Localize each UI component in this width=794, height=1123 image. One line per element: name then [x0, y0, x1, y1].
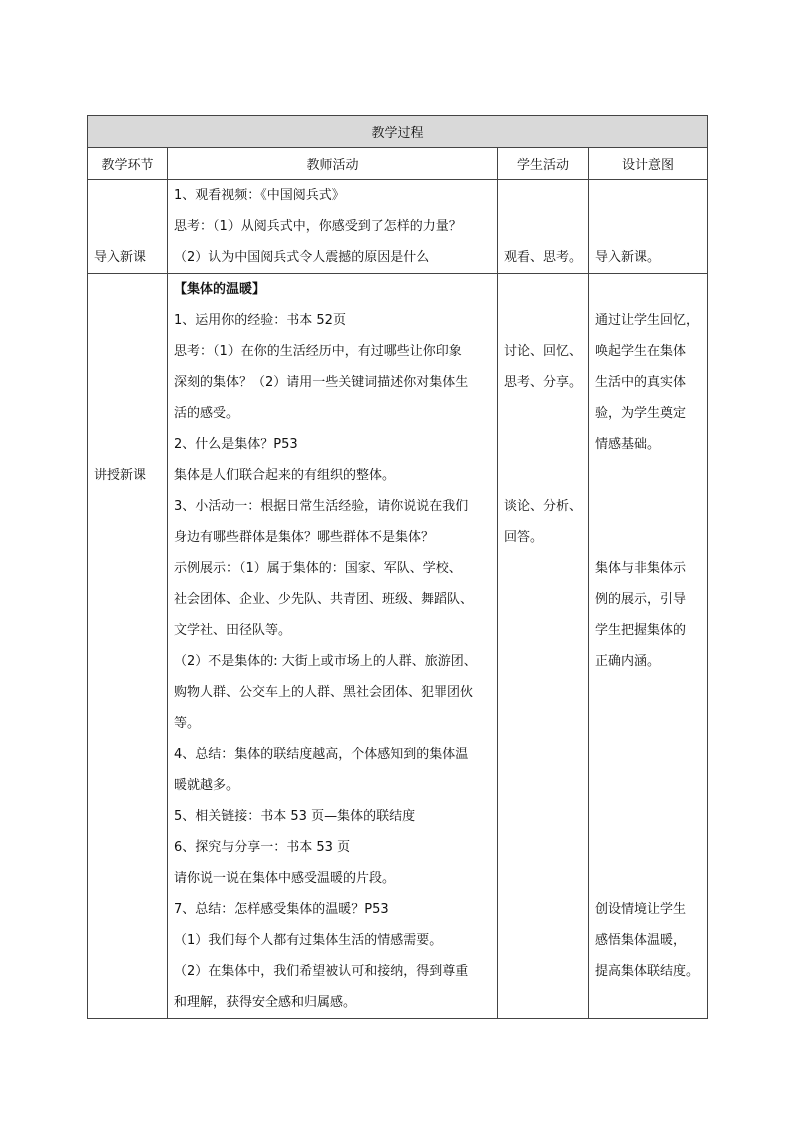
design-line: 正确内涵。 — [595, 654, 661, 669]
table-title: 教学过程 — [88, 116, 708, 148]
section-heading: 【集体的温暖】 — [174, 282, 266, 297]
header-teacher-activity: 教师活动 — [168, 148, 498, 180]
design-line: 学生把握集体的 — [595, 623, 687, 638]
teacher-line: 等。 — [174, 716, 201, 731]
teacher-activity-cell — [168, 180, 498, 274]
header-design-intent: 设计意图 — [589, 148, 708, 180]
student-line: 观看、思考。 — [504, 250, 583, 265]
teacher-line: 活的感受。 — [174, 406, 240, 421]
design-line: 集体与非集体示 — [595, 561, 687, 576]
stage-cell — [88, 180, 168, 274]
stage-label: 讲授新课 — [94, 468, 147, 483]
teacher-line: 1、观看视频：《中国阅兵式》 — [174, 188, 345, 203]
student-line: 思考、分享。 — [504, 375, 583, 390]
header-student-activity: 学生活动 — [498, 148, 589, 180]
teacher-line: 6、探究与分享一：书本 53 页 — [174, 840, 351, 855]
design-line: 提高集体联结度。 — [595, 964, 700, 979]
teacher-line: 3、小活动一：根据日常生活经验，请你说说在我们 — [174, 499, 469, 514]
teacher-line: 4、总结：集体的联结度越高，个体感知到的集体温 — [174, 747, 469, 762]
student-line: 谈论、分析、 — [504, 499, 583, 514]
student-activity-cell — [498, 274, 589, 1019]
design-intent-cell — [589, 274, 708, 1019]
teacher-line: 深刻的集体？（2）请用一些关键词描述你对集体生 — [174, 375, 469, 390]
teacher-line: （2）不是集体的: 大街上或市场上的人群、旅游团、 — [174, 654, 477, 669]
teacher-activity-cell — [168, 274, 498, 1019]
teacher-line: 1、运用你的经验：书本 52页 — [174, 313, 346, 328]
teacher-line: 请你说一说在集体中感受温暖的片段。 — [174, 871, 396, 886]
stage-label: 导入新课 — [94, 250, 147, 265]
teacher-line: 5、相关链接：书本 53 页—集体的联结度 — [174, 809, 416, 824]
teacher-line: 示例展示：（1）属于集体的：国家、军队、学校、 — [174, 561, 462, 576]
table-row — [88, 180, 708, 274]
teacher-line: 暖就越多。 — [174, 778, 240, 793]
teacher-line: 7、总结：怎样感受集体的温暖？P53 — [174, 902, 389, 917]
teacher-line: （2）认为中国阅兵式令人震撼的原因是什么 — [174, 250, 430, 265]
teacher-line: 购物人群、公交车上的人群、黑社会团体、犯罪团伙 — [174, 685, 474, 700]
design-line: 导入新课。 — [595, 250, 661, 265]
teaching-process-table — [87, 115, 708, 1019]
design-intent-cell — [589, 180, 708, 274]
design-line: 创设情境让学生 — [595, 902, 687, 917]
design-line: 通过让学生回忆， — [595, 313, 700, 328]
design-line: 情感基础。 — [595, 437, 661, 452]
table-row — [88, 274, 708, 1019]
teacher-line: 集体是人们联合起来的有组织的整体。 — [174, 468, 396, 483]
teacher-line: （2）在集体中，我们希望被认可和接纳，得到尊重 — [174, 964, 469, 979]
teacher-line: （1）我们每个人都有过集体生活的情感需要。 — [174, 933, 443, 948]
teacher-line: 身边有哪些群体是集体？哪些群体不是集体？ — [174, 530, 435, 545]
teacher-line: 思考：（1）从阅兵式中，你感受到了怎样的力量？ — [174, 219, 462, 234]
design-line: 例的展示，引导 — [595, 592, 687, 607]
student-activity-cell — [498, 180, 589, 274]
stage-cell — [88, 274, 168, 1019]
teacher-line: 思考：（1）在你的生活经历中，有过哪些让你印象 — [174, 344, 462, 359]
teacher-line: 社会团体、企业、少先队、共青团、班级、舞蹈队、 — [174, 592, 474, 607]
design-line: 感悟集体温暖， — [595, 933, 687, 948]
header-stage: 教学环节 — [88, 148, 168, 180]
design-line: 验，为学生奠定 — [595, 406, 687, 421]
design-line: 生活中的真实体 — [595, 375, 687, 390]
student-line: 回答。 — [504, 530, 544, 545]
student-line: 讨论、回忆、 — [504, 344, 583, 359]
design-line: 唤起学生在集体 — [595, 344, 687, 359]
teacher-line: 文学社、田径队等。 — [174, 623, 292, 638]
teacher-line: 和理解，获得安全感和归属感。 — [174, 995, 357, 1010]
teacher-line: 2、什么是集体？P53 — [174, 437, 298, 452]
